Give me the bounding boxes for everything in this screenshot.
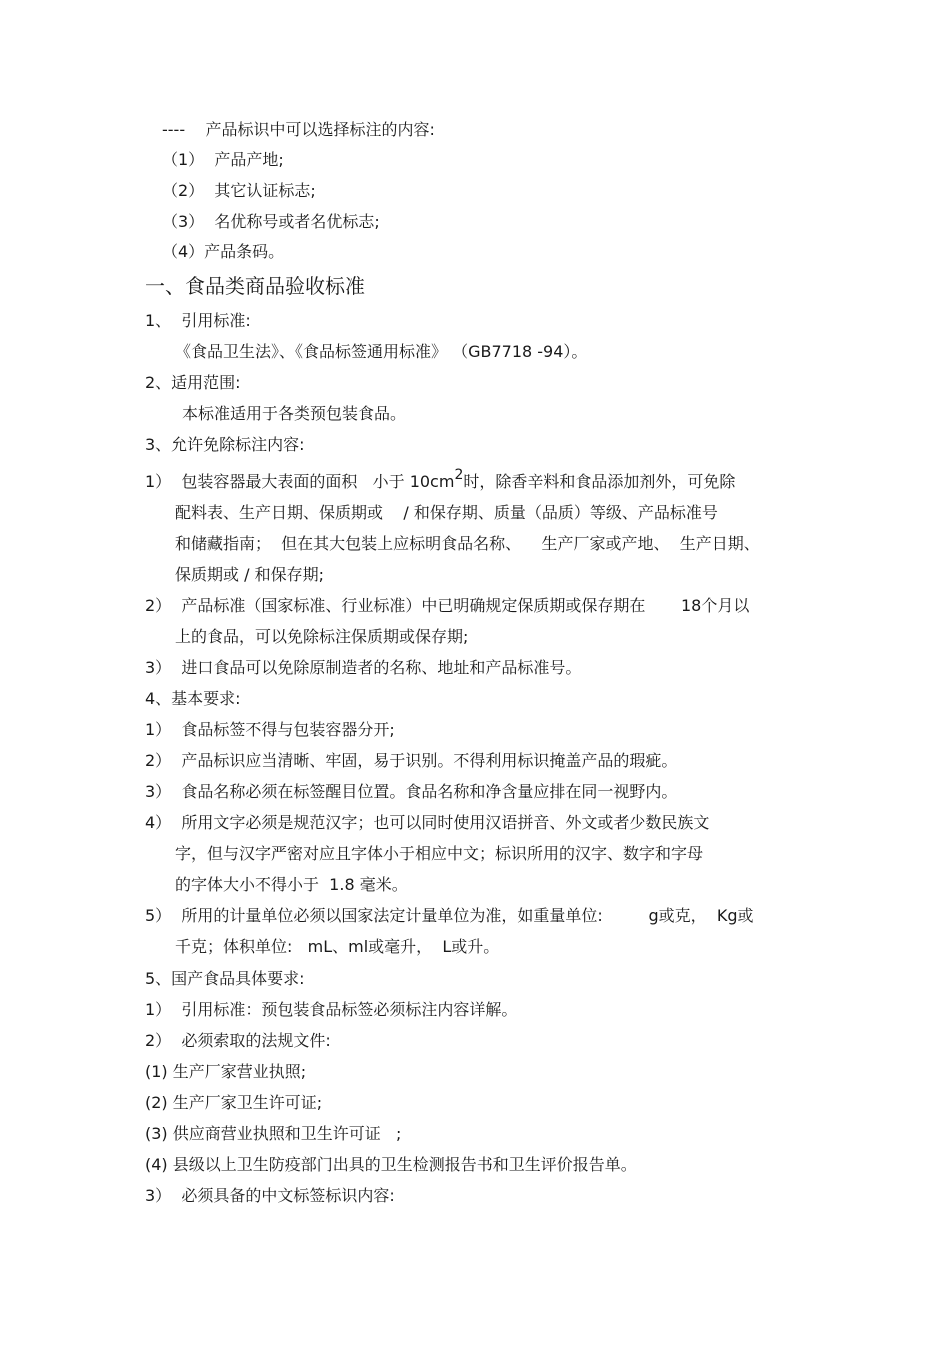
list-item: 2） 产品标准（国家标准、行业标准）中已明确规定保质期或保存期在 18个月以 xyxy=(145,596,750,615)
paragraph-line: 保质期或 / 和保存期; xyxy=(175,565,324,584)
list-item: （1） 产品产地; xyxy=(162,150,284,169)
superscript: 2 xyxy=(454,467,464,483)
subheading: 3、允许免除标注内容: xyxy=(145,435,305,454)
paragraph-line: 配料表、生产日期、保质期或 / 和保存期、质量（品质）等级、产品标准号 xyxy=(175,503,718,522)
list-item: 3） 食品名称必须在标签醒目位置。食品名称和净含量应排在同一视野内。 xyxy=(145,782,678,801)
section-heading: 一、食品类商品验收标准 xyxy=(145,274,365,298)
paragraph-line: 千克；体积单位: mL、ml或毫升， L或升。 xyxy=(175,937,500,956)
list-item: 3） 必须具备的中文标签标识内容: xyxy=(145,1186,395,1205)
list-item: (1) 生产厂家营业执照; xyxy=(145,1062,307,1081)
list-item: 2） 必须索取的法规文件: xyxy=(145,1031,331,1050)
paragraph-line: 的字体大小不得小于 1.8 毫米。 xyxy=(175,875,408,894)
paragraph-line: 和储藏指南； 但在其大包装上应标明食品名称、 生产厂家或产地、 生产日期、 xyxy=(175,534,760,553)
list-item: (3) 供应商营业执照和卫生许可证 ; xyxy=(145,1124,402,1143)
list-item: 1） 包装容器最大表面的面积 小于 $10cm^2$时，除香辛料和食品添加剂外，可免除 xyxy=(145,467,736,491)
list-item: 3） 进口食品可以免除原制造者的名称、地址和产品标准号。 xyxy=(145,658,582,677)
intro-optional-label: ---- 产品标识中可以选择标注的内容: xyxy=(162,120,435,139)
subheading: 5、国产食品具体要求: xyxy=(145,969,305,988)
list-item: 4） 所用文字必须是规范汉字；也可以同时使用汉语拼音、外文或者少数民族文 xyxy=(145,813,710,832)
list-item: （4）产品条码。 xyxy=(162,242,285,261)
paragraph-line: 本标准适用于各类预包装食品。 xyxy=(182,404,407,423)
paragraph-line: 上的食品，可以免除标注保质期或保存期; xyxy=(175,627,469,646)
paragraph-line: 《食品卫生法》、《食品标签通用标准》 （GB7718 -94）。 xyxy=(175,342,588,361)
subheading: 4、基本要求: xyxy=(145,689,241,708)
list-item: (4) 县级以上卫生防疫部门出具的卫生检测报告书和卫生评价报告单。 xyxy=(145,1155,637,1174)
list-item: 5） 所用的计量单位必须以国家法定计量单位为准，如重量单位: g或克， Kg或 xyxy=(145,906,754,925)
list-item: (2) 生产厂家卫生许可证; xyxy=(145,1093,323,1112)
list-item: （2） 其它认证标志; xyxy=(162,181,316,200)
paragraph-line: 字，但与汉字严密对应且字体小于相应中文；标识所用的汉字、数字和字母 xyxy=(175,844,704,863)
list-item: 1） 引用标准：预包装食品标签必须标注内容详解。 xyxy=(145,1000,518,1019)
list-item: 1） 食品标签不得与包装容器分开; xyxy=(145,720,395,739)
list-item: 2） 产品标识应当清晰、牢固，易于识别。不得利用标识掩盖产品的瑕疵。 xyxy=(145,751,678,770)
list-item: （3） 名优称号或者名优标志; xyxy=(162,212,380,231)
subheading: 2、适用范围: xyxy=(145,373,241,392)
subheading: 1、 引用标准: xyxy=(145,311,251,330)
